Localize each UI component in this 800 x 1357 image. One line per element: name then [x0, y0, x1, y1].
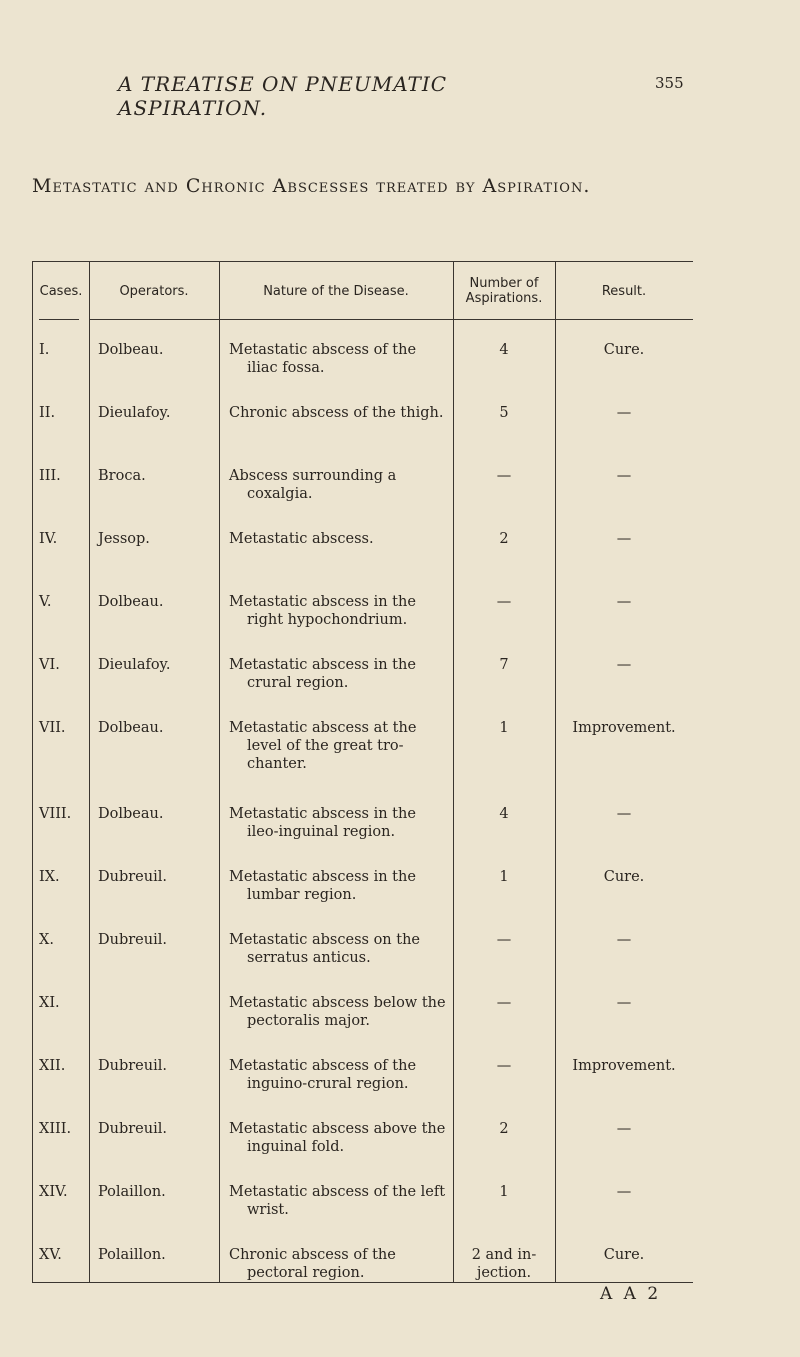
operator: Dolbeau. — [98, 342, 164, 358]
table-body — [33, 341, 693, 1309]
result: — — [616, 932, 632, 948]
operator: Broca. — [98, 468, 146, 484]
case-number: XIII. — [39, 1121, 72, 1137]
disease-nature: Chronic abscess of the pectoral region. — [229, 1247, 396, 1281]
table-row — [33, 868, 693, 931]
result: — — [616, 594, 632, 610]
operator: Jessop. — [98, 531, 150, 547]
page-number: 355 — [655, 74, 684, 92]
case-number: II. — [39, 405, 56, 421]
operator: Dolbeau. — [98, 806, 164, 822]
result: — — [616, 657, 632, 673]
result: Cure. — [603, 869, 645, 885]
signature-mark: A A 2 — [600, 1284, 662, 1304]
aspirations-count: 4 — [499, 342, 509, 358]
operator: Dieulafoy. — [98, 405, 171, 421]
aspirations-count: 1 — [499, 720, 509, 736]
case-number: XI. — [39, 995, 60, 1011]
aspirations-count: 2 — [499, 1121, 509, 1137]
case-number: III. — [39, 468, 61, 484]
result: Cure. — [603, 1247, 645, 1263]
result: — — [616, 405, 632, 421]
table-row — [33, 719, 693, 805]
disease-nature: Metastatic abscess on the serratus anticus. — [229, 932, 420, 966]
aspirations-count: 2 and in-jection. — [471, 1247, 537, 1281]
header-nature: Nature of the Disease. — [263, 283, 409, 299]
operator: Dubreuil. — [98, 1058, 167, 1074]
table-row — [33, 931, 693, 994]
aspirations-count: — — [496, 995, 512, 1011]
table-row — [33, 1057, 693, 1120]
table-row — [33, 1246, 693, 1309]
case-number: XIV. — [39, 1184, 68, 1200]
disease-nature: Metastatic abscess in the crural region. — [229, 657, 416, 691]
aspirations-count: 4 — [499, 806, 509, 822]
case-number: IX. — [39, 869, 60, 885]
disease-nature: Metastatic abscess at the level of the great tro-chanter. — [229, 720, 417, 772]
disease-nature: Metastatic abscess of the inguino-crural region. — [229, 1058, 417, 1092]
result: — — [616, 995, 632, 1011]
aspirations-count: 1 — [499, 869, 509, 885]
aspirations-count: — — [496, 932, 512, 948]
case-number: VII. — [39, 720, 66, 736]
abscess-table — [32, 261, 693, 1283]
result: — — [616, 1121, 632, 1137]
disease-nature: Metastatic abscess of the iliac fossa. — [229, 342, 417, 376]
disease-nature: Metastatic abscess. — [229, 531, 374, 547]
table-row — [33, 341, 693, 404]
disease-nature: Abscess surrounding a coxalgia. — [229, 468, 397, 502]
result: — — [616, 1184, 632, 1200]
aspirations-count: 1 — [499, 1184, 509, 1200]
aspirations-count: 7 — [499, 657, 509, 673]
case-number: V. — [39, 594, 52, 610]
disease-nature: Metastatic abscess in the right hypochondrium. — [229, 594, 416, 628]
result: Cure. — [603, 342, 645, 358]
case-number: I. — [39, 342, 50, 358]
disease-nature: Chronic abscess of the thigh. — [229, 405, 444, 421]
disease-nature: Metastatic abscess in the lumbar region. — [229, 869, 416, 903]
disease-nature: Metastatic abscess in the ileo-inguinal region. — [229, 806, 416, 840]
header-operators: Operators. — [119, 283, 189, 299]
case-number: X. — [39, 932, 54, 948]
table-row — [33, 404, 693, 467]
operator: Dieulafoy. — [98, 657, 171, 673]
table-row — [33, 805, 693, 868]
result: — — [616, 468, 632, 484]
aspirations-count: 5 — [499, 405, 509, 421]
result: Improvement. — [572, 1058, 676, 1074]
table-row — [33, 467, 693, 530]
result: — — [616, 531, 632, 547]
running-head: A TREATISE ON PNEUMATIC ASPIRATION. — [118, 72, 448, 120]
aspirations-count: 2 — [499, 531, 509, 547]
table-row — [33, 1183, 693, 1246]
header-result: Result. — [601, 283, 647, 299]
aspirations-count: — — [496, 1058, 512, 1074]
table-row — [33, 1120, 693, 1183]
aspirations-count: — — [496, 594, 512, 610]
operator: Dubreuil. — [98, 932, 167, 948]
disease-nature: Metastatic abscess of the left wrist. — [229, 1184, 446, 1218]
operator: Dubreuil. — [98, 1121, 167, 1137]
header-cases: Cases. — [39, 283, 83, 299]
table-row — [33, 994, 693, 1057]
case-number: XII. — [39, 1058, 66, 1074]
operator: Polaillon. — [98, 1184, 166, 1200]
operator: Dolbeau. — [98, 594, 164, 610]
case-number: VI. — [39, 657, 60, 673]
operator: Dubreuil. — [98, 869, 167, 885]
case-number: VIII. — [39, 806, 72, 822]
aspirations-count: — — [496, 468, 512, 484]
operator: Dolbeau. — [98, 720, 164, 736]
header-aspirations: Number of Aspirations. — [465, 276, 543, 306]
disease-nature: Metastatic abscess above the inguinal fold. — [229, 1121, 446, 1155]
case-number: IV. — [39, 531, 58, 547]
table-title: Metastatic and Chronic Abscesses treated by Aspiration. — [32, 175, 591, 197]
table-row — [33, 530, 693, 593]
operator: Polaillon. — [98, 1247, 166, 1263]
result: — — [616, 806, 632, 822]
disease-nature: Metastatic abscess below the pectoralis major. — [229, 995, 446, 1029]
table-row — [33, 593, 693, 656]
result: Improvement. — [572, 720, 676, 736]
case-number: XV. — [39, 1247, 62, 1263]
table-row — [33, 656, 693, 719]
